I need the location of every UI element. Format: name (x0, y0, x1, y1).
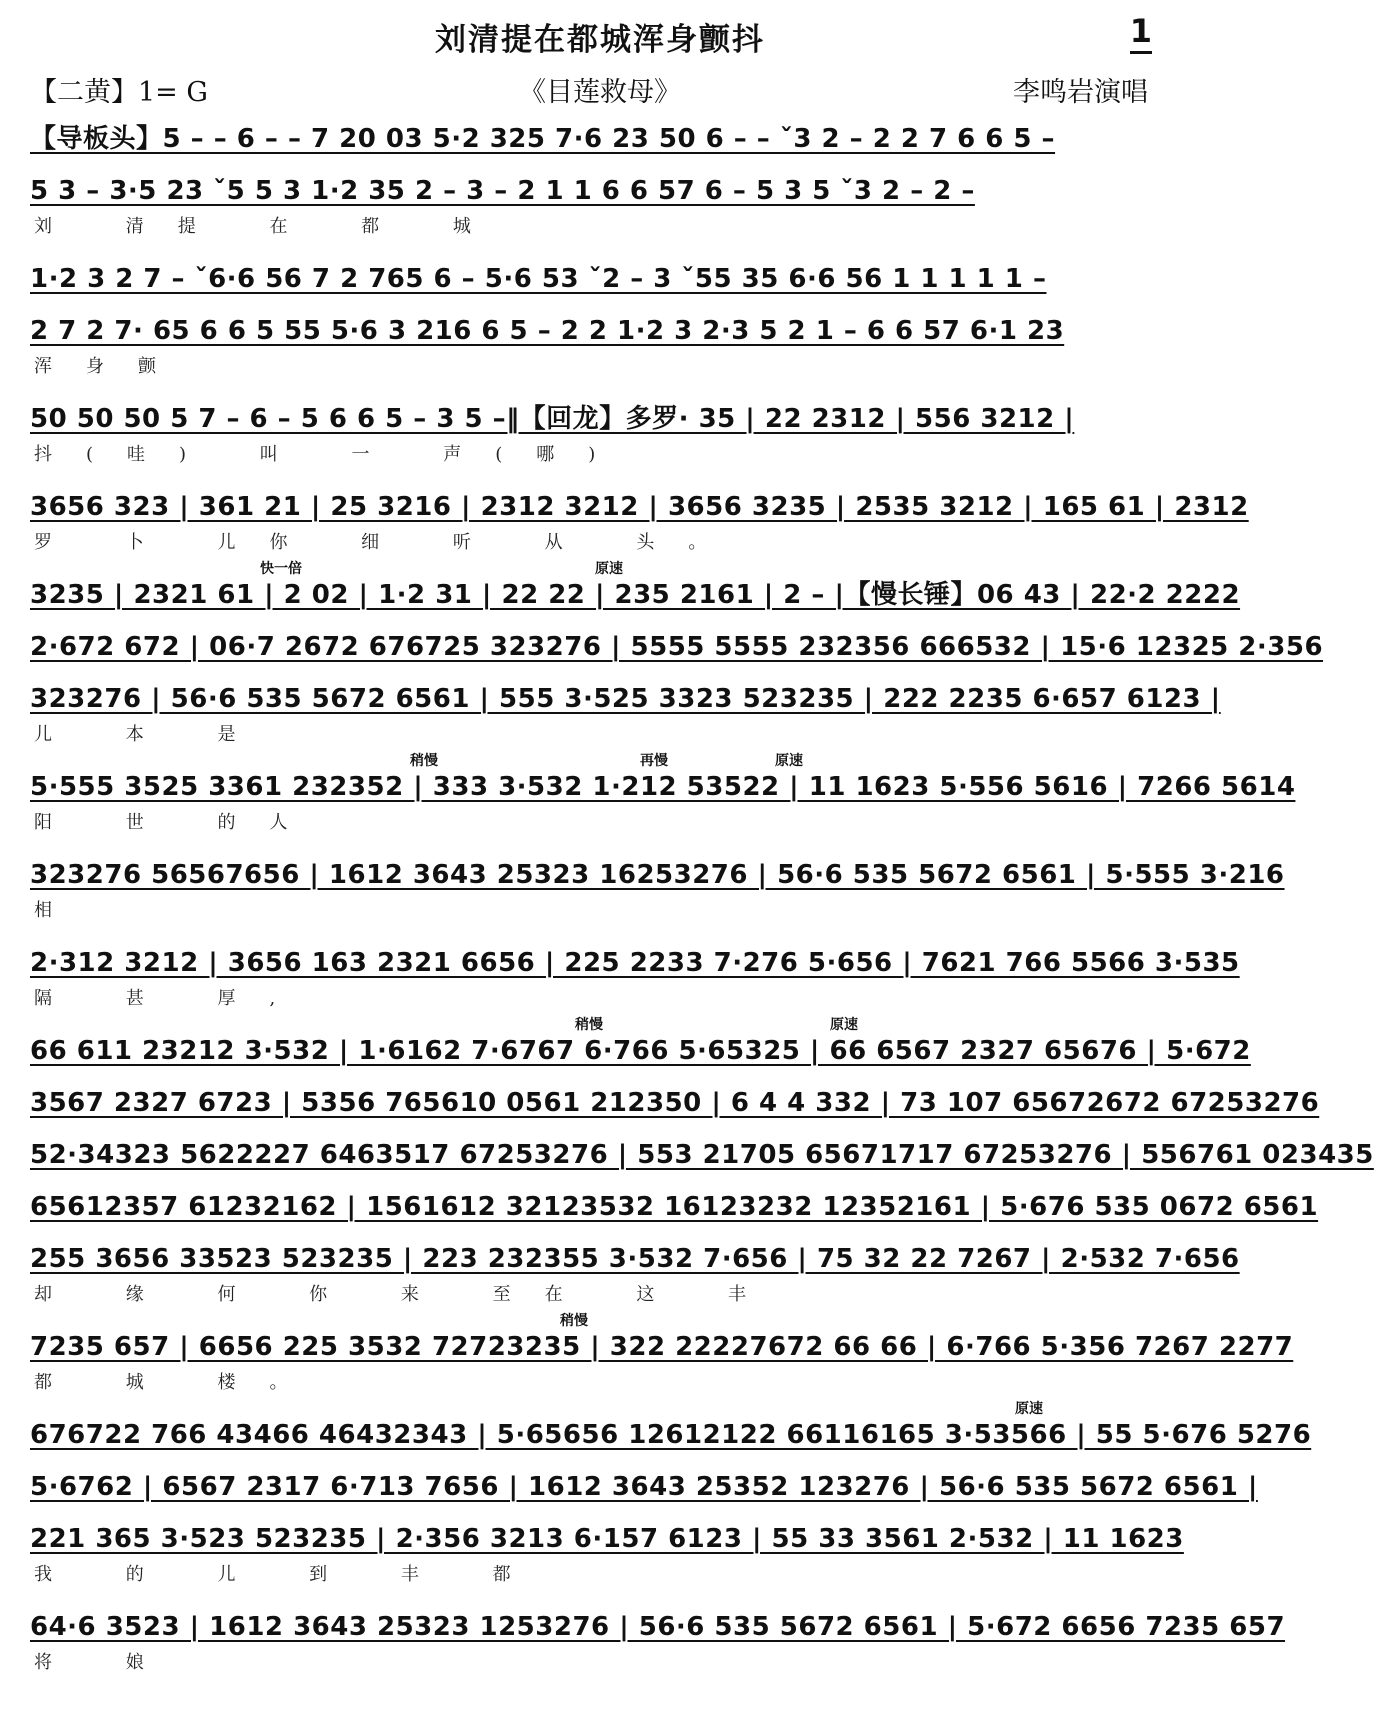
lyric-line: 抖(哇) 叫 一 声(哪) (34, 444, 630, 465)
lyric-line: 将 娘 (34, 1652, 178, 1673)
lyric-line: 刘 清提 在 都 城 (34, 216, 505, 237)
source-title: 《目莲救母》 (519, 77, 681, 108)
notation-line: 2·672 672 | 06·7 2672 676725 323276 | 5555 5555 232356 666532 | 15·6 12325 2·356 (30, 632, 1324, 662)
score-row (30, 1518, 1184, 1606)
notation-line: 1·2 3 2 7 – ˇ6·6 56 7 2 765 6 – 5·6 53 ˇ2 – 3 ˇ55 35 6·6 56 1 1 1 1 1 – (30, 264, 1047, 294)
notation-line: 5 3 – 3·5 23 ˇ5 5 3 1·2 35 2 – 3 – 2 1 1 6 6 57 6 – 5 3 5 ˇ3 2 – 2 – (30, 176, 975, 206)
lyric-line: 隔 甚 厚, (34, 988, 310, 1009)
notation-line: 65612357 61232162 | 1561612 32123532 16123232 12352161 | 5·676 535 0672 6561 (30, 1192, 1319, 1222)
notation-line: 323276 56567656 | 1612 3643 25323 16253276 | 56·6 535 5672 6561 | 5·555 3·216 (30, 860, 1285, 890)
lyric-line: 却 缘 何 你 来 至在 这 丰 (34, 1284, 781, 1305)
tempo-mark: 稍慢 (575, 1017, 603, 1033)
lyric-line: 阳 世 的人 (34, 812, 322, 833)
notation-line: 66 611 23212 3·532 | 1·6162 7·6767 6·766 5·65325 | 66 6567 2327 65676 | 5·672 (30, 1036, 1251, 1066)
score-row (30, 1082, 1320, 1134)
score-row (30, 1401, 1312, 1466)
notation-line: 5·6762 | 6567 2317 6·713 7656 | 1612 3643 25352 123276 | 56·6 535 5672 6561 | (30, 1472, 1258, 1502)
score-row (30, 753, 1296, 854)
notation-line: 2·312 3212 | 3656 163 2321 6656 | 225 2233 7·276 5·656 | 7621 766 5566 3·535 (30, 948, 1240, 978)
notation-line: 255 3656 33523 523235 | 223 232355 3·532 7·656 | 75 32 22 7267 | 2·532 7·656 (30, 1244, 1240, 1274)
tempo-mark: 原速 (595, 561, 623, 577)
notation-line: 52·34323 5622227 6463517 67253276 | 553 21705 65671717 67253276 | 556761 023435 (30, 1140, 1374, 1170)
tempo-mark: 原速 (775, 753, 803, 769)
notation-line: 7235 657 | 6656 225 3532 72723235 | 322 22227672 66 66 | 6·766 5·356 7267 2277 (30, 1332, 1294, 1362)
notation-line: 3567 2327 6723 | 5356 765610 0561 212350 | 6 4 4 332 | 73 107 65672672 67253276 (30, 1088, 1320, 1118)
score-row (30, 561, 1241, 626)
score-row (30, 626, 1324, 678)
score-row (30, 1313, 1294, 1414)
score-row (30, 1017, 1251, 1082)
lyric-line: 相 (34, 900, 86, 921)
score-row (30, 1466, 1258, 1518)
mode-key: 【二黄】1= G (30, 77, 208, 108)
notation-line: 【导板头】5 – – 6 – – 7 20 03 5·2 325 7·6 23 50 6 – – ˇ3 2 – 2 2 7 6 6 5 – (30, 124, 1056, 154)
score-row (30, 678, 1221, 766)
score-row (30, 258, 1175, 310)
page-number: 1 (1129, 12, 1152, 50)
score-row (30, 1134, 1374, 1186)
tempo-mark: 快一倍 (260, 561, 302, 577)
score-row (30, 310, 1175, 398)
tempo-mark: 稍慢 (560, 1313, 588, 1329)
notation-line: 676722 766 43466 46432343 | 5·65656 12612122 66116165 3·53566 | 55 5·676 5276 (30, 1420, 1312, 1450)
lyric-line: 都 城 楼。 (34, 1372, 322, 1393)
tempo-mark: 再慢 (640, 753, 668, 769)
score-row (30, 170, 1175, 258)
page-title: 刘清提在都城浑身颤抖 (435, 22, 765, 58)
notation-line: 2 7 2 7· 65 6 6 5 55 5·6 3 216 6 5 – 2 2 1·2 3 2·3 5 2 1 – 6 6 57 6·1 23 (30, 316, 1065, 346)
notation-line: 50 50 50 5 7 – 6 – 5 6 6 5 – 3 5 –‖【回龙】多罗· 35 | 22 2312 | 556 3212 | (30, 404, 1075, 434)
notation-line: 221 365 3·523 523235 | 2·356 3213 6·157 6123 | 55 33 3561 2·532 | 11 1623 (30, 1524, 1184, 1554)
score-row (30, 1606, 1286, 1694)
score-row (30, 398, 1175, 486)
lyric-line: 罗 卜 儿你 细 听 从 头。 (34, 532, 741, 553)
notation-line: 5·555 3525 3361 232352 | 333 3·532 1·212 53522 | 11 1623 5·556 5616 | 7266 5614 (30, 772, 1296, 802)
score-body (30, 118, 1374, 1694)
score-row (30, 1238, 1240, 1326)
lyric-line: 我 的 儿 到 丰 都 (34, 1564, 545, 1585)
tempo-mark: 稍慢 (410, 753, 438, 769)
score-row (30, 1186, 1319, 1238)
notation-line: 3235 | 2321 61 | 2 02 | 1·2 31 | 22 22 | 235 2161 | 2 – |【慢长锤】06 43 | 22·2 2222 (30, 580, 1241, 610)
tempo-mark: 原速 (1015, 1401, 1043, 1417)
lyric-line: 浑身颤 (34, 356, 190, 377)
notation-line: 3656 323 | 361 21 | 25 3216 | 2312 3212 | 3656 3235 | 2535 3212 | 165 61 | 2312 (30, 492, 1249, 522)
tempo-mark: 原速 (830, 1017, 858, 1033)
lyric-line: 儿 本 是 (34, 724, 270, 745)
score-row (30, 118, 1175, 170)
performer: 李鸣岩演唱 (1013, 77, 1148, 108)
score-row (30, 854, 1285, 942)
notation-line: 64·6 3523 | 1612 3643 25323 1253276 | 56·6 535 5672 6561 | 5·672 6656 7235 657 (30, 1612, 1286, 1642)
notation-line: 323276 | 56·6 535 5672 6561 | 555 3·525 3323 523235 | 222 2235 6·657 6123 | (30, 684, 1221, 714)
